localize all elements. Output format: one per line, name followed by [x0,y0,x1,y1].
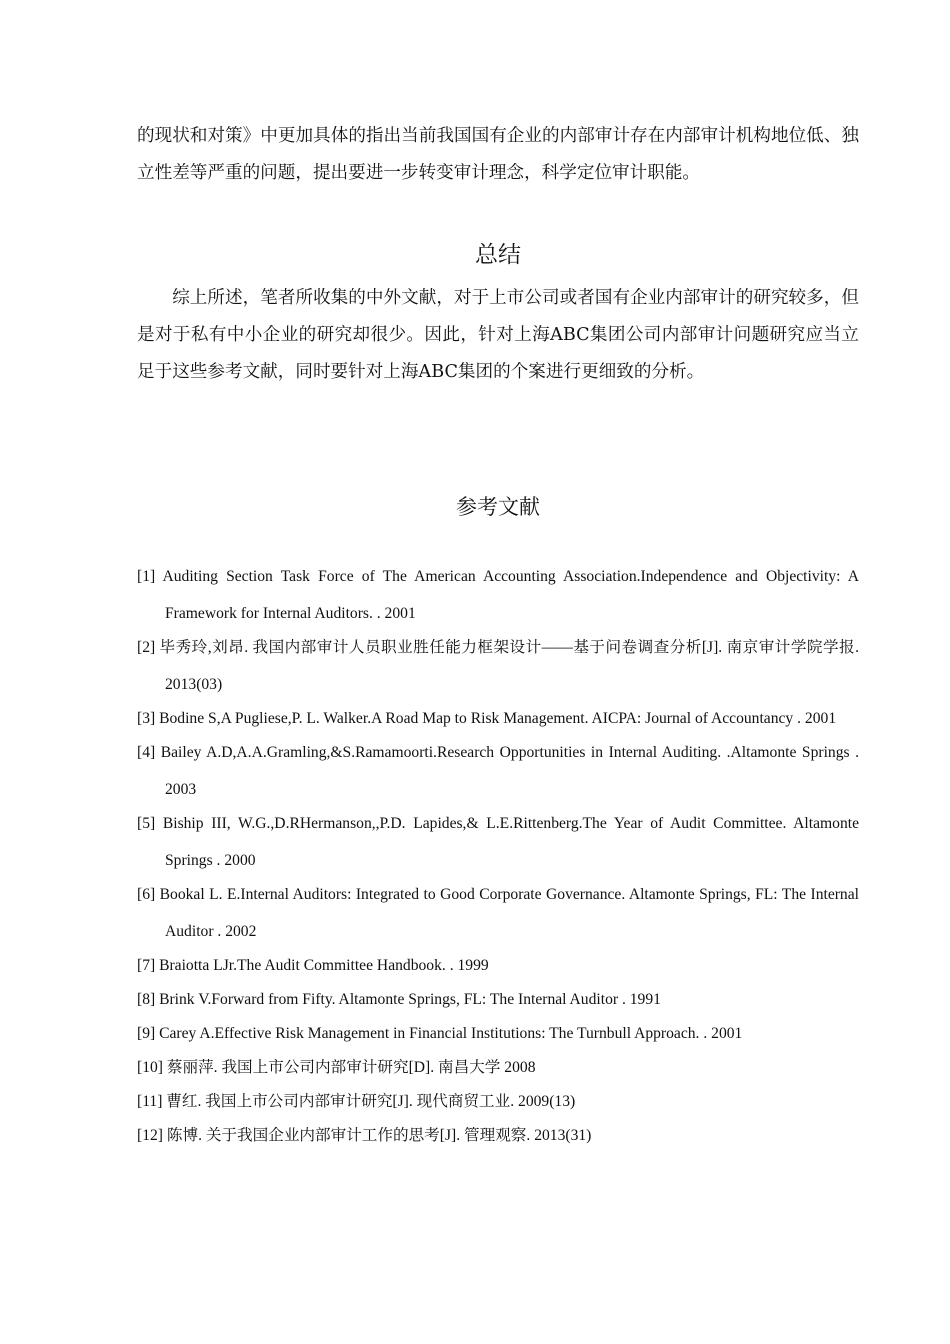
reference-item-10: [10] 蔡丽萍. 我国上市公司内部审计研究[D]. 南昌大学 2008 [137,1059,536,1076]
page-content [137,118,859,1151]
reference-item-9: [9] Carey A.Effective Risk Management in Financial Institutions: The Turnbull Approach. . 2001 [137,1025,743,1042]
reference-item-3: [3] Bodine S,A Pugliese,P. L. Walker.A Road Map to Risk Management. AICPA: Journal of Accountancy . 2001 [137,710,837,727]
summary-paragraph: 综上所述，笔者所收集的中外文献，对于上市公司或者国有企业内部审计的研究较多，但是对于私有中小企业的研究却很少。因此，针对上海ABC集团公司内部审计问题研究应当立足于这些参考文献，同时要针对上海ABC集团的个案进行更细致的分析。 [137,288,859,382]
summary-heading: 总结 [475,242,521,268]
reference-list [137,558,859,1154]
reference-item-11: [11] 曹红. 我国上市公司内部审计研究[J]. 现代商贸工业. 2009(13) [137,1093,576,1110]
reference-item-12: [12] 陈博. 关于我国企业内部审计工作的思考[J]. 管理观察. 2013(31) [137,1127,592,1144]
reference-item-2: [2] 毕秀玲,刘昂. 我国内部审计人员职业胜任能力框架设计——基于问卷调查分析[J]. 南京审计学院学报. 2013(03) [137,639,859,693]
reference-item-8: [8] Brink V.Forward from Fifty. Altamonte Springs, FL: The Internal Auditor . 1991 [137,991,661,1008]
reference-item-5: [5] Biship III, W.G.,D.RHermanson,,P.D. Lapides,& L.E.Rittenberg.The Year of Audit Committee. Altamonte Springs . 2000 [137,815,859,869]
references-heading: 参考文献 [456,495,540,519]
reference-item-6: [6] Bookal L. E.Internal Auditors: Integrated to Good Corporate Governance. Altamonte Springs, FL: The Internal Auditor . 2002 [137,886,859,940]
continuation-paragraph: 的现状和对策》中更加具体的指出当前我国国有企业的内部审计存在内部审计机构地位低、独立性差等严重的问题，提出要进一步转变审计理念，科学定位审计职能。 [137,126,859,183]
reference-item-1: [1] Auditing Section Task Force of The American Accounting Association.Independence and Objectivity: A Framework for Internal Auditors. . 2001 [137,568,859,622]
reference-item-7: [7] Braiotta LJr.The Audit Committee Handbook. . 1999 [137,957,489,974]
reference-item-4: [4] Bailey A.D,A.A.Gramling,&S.Ramamoorti.Research Opportunities in Internal Auditing. .Altamonte Springs . 2003 [137,744,859,798]
